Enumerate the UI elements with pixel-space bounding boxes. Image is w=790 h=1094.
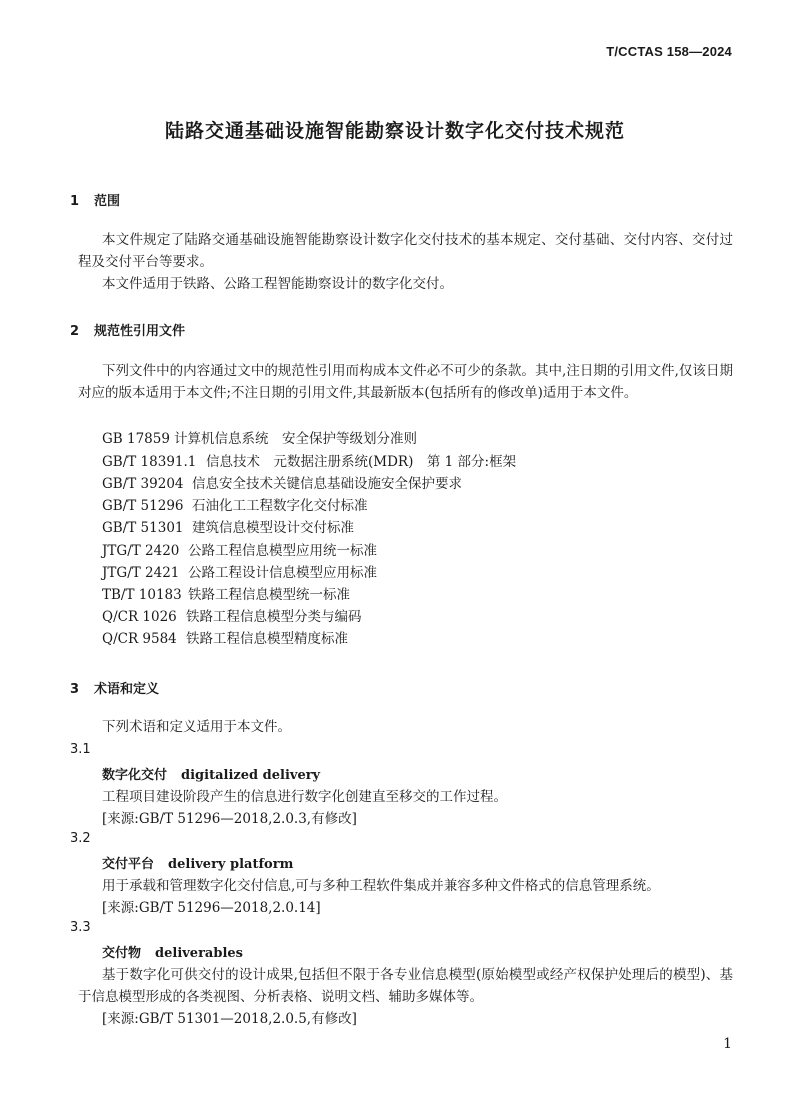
term-name-zh: 交付平台 <box>102 857 155 872</box>
terms-intro: 下列术语和定义适用于本文件。 <box>102 719 291 735</box>
reference-name: 铁路工程信息模型分类与编码 <box>186 609 362 625</box>
section-number: 1 <box>70 194 80 209</box>
reference-item <box>102 473 462 495</box>
section-number: 2 <box>70 324 80 339</box>
reference-item <box>102 451 516 473</box>
reference-name: 信息安全技术关键信息基础设施安全保护要求 <box>192 476 462 492</box>
scope-paragraph-2: 本文件适用于铁路、公路工程智能勘察设计的数字化交付。 <box>102 276 453 292</box>
term-source: [来源:GB/T 51296—2018,2.0.3,有修改] <box>102 811 357 827</box>
section-3-heading <box>70 678 159 697</box>
scope-paragraph-1: 本文件规定了陆路交通基础设施智能勘察设计数字化交付技术的基本规定、交付基础、交付内容、交付过程及交付平台等要求。 <box>78 232 733 270</box>
reference-name: 石油化工工程数字化交付标准 <box>192 498 368 514</box>
reference-code: Q/CR 9584 <box>102 631 177 647</box>
reference-name: 建筑信息模型设计交付标准 <box>192 520 354 536</box>
term-definition: 工程项目建设阶段产生的信息进行数字化创建直至移交的工作过程。 <box>102 789 507 805</box>
reference-item <box>102 562 377 584</box>
document-title: 陆路交通基础设施智能勘察设计数字化交付技术规范 <box>164 120 625 142</box>
term-name-en: deliverables <box>155 946 243 961</box>
reference-item <box>102 428 417 450</box>
section-1-heading <box>70 190 120 209</box>
reference-name: 公路工程信息模型应用统一标准 <box>188 543 377 559</box>
term-name <box>102 853 293 872</box>
reference-name: 公路工程设计信息模型应用标准 <box>188 565 377 581</box>
term-number: 3.2 <box>70 831 91 846</box>
reference-item <box>102 495 368 517</box>
standard-number: T/CCTAS 158—2024 <box>606 44 732 59</box>
section-title: 范围 <box>94 194 121 209</box>
reference-code: JTG/T 2420 <box>102 543 180 559</box>
reference-code: Q/CR 1026 <box>102 609 177 625</box>
section-2-heading <box>70 320 185 339</box>
term-name <box>102 764 320 783</box>
reference-code: GB/T 18391.1 <box>102 454 197 470</box>
reference-code: GB/T 39204 <box>102 476 184 492</box>
reference-item <box>102 606 362 628</box>
term-name-zh: 交付物 <box>102 946 142 961</box>
term-name <box>102 942 243 961</box>
term-source: [来源:GB/T 51296—2018,2.0.14] <box>102 900 321 916</box>
reference-code: GB/T 51296 <box>102 498 184 514</box>
term-number: 3.3 <box>70 920 91 935</box>
reference-item <box>102 517 354 539</box>
term-definition: 用于承载和管理数字化交付信息,可与多种工程软件集成并兼容多种文件格式的信息管理系统。 <box>102 878 660 894</box>
section-title: 术语和定义 <box>94 682 160 697</box>
term-definition: 基于数字化可供交付的设计成果,包括但不限于各专业信息模型(原始模型或经产权保护处理后的模型)、基于信息模型形成的各类视图、分析表格、说明文档、辅助多媒体等。 <box>78 967 733 1005</box>
term-name-en: digitalized delivery <box>181 768 321 783</box>
reference-code: JTG/T 2421 <box>102 565 180 581</box>
section-number: 3 <box>70 682 80 697</box>
reference-name: 信息技术 元数据注册系统(MDR) 第 1 部分:框架 <box>206 454 517 470</box>
reference-name: 铁路工程信息模型精度标准 <box>186 631 348 647</box>
reference-code: GB/T 51301 <box>102 520 184 536</box>
page-number: 1 <box>723 1036 732 1052</box>
reference-name: 铁路工程信息模型统一标准 <box>188 587 350 603</box>
term-name-zh: 数字化交付 <box>102 768 168 783</box>
reference-item <box>102 628 348 650</box>
term-number: 3.1 <box>70 742 91 757</box>
term-name-en: delivery platform <box>168 857 294 872</box>
references-intro: 下列文件中的内容通过文中的规范性引用而构成本文件必不可少的条款。其中,注日期的引用文件,仅该日期对应的版本适用于本文件;不注日期的引用文件,其最新版本(包括所有的修改单)适用于本文件。 <box>78 363 733 401</box>
reference-name: 计算机信息系统 安全保护等级划分准则 <box>174 431 417 447</box>
term-source: [来源:GB/T 51301—2018,2.0.5,有修改] <box>102 1011 357 1027</box>
reference-item <box>102 584 350 606</box>
section-title: 规范性引用文件 <box>94 324 186 339</box>
reference-item <box>102 540 377 562</box>
reference-code: GB 17859 <box>102 431 170 447</box>
reference-code: TB/T 10183 <box>102 587 182 603</box>
